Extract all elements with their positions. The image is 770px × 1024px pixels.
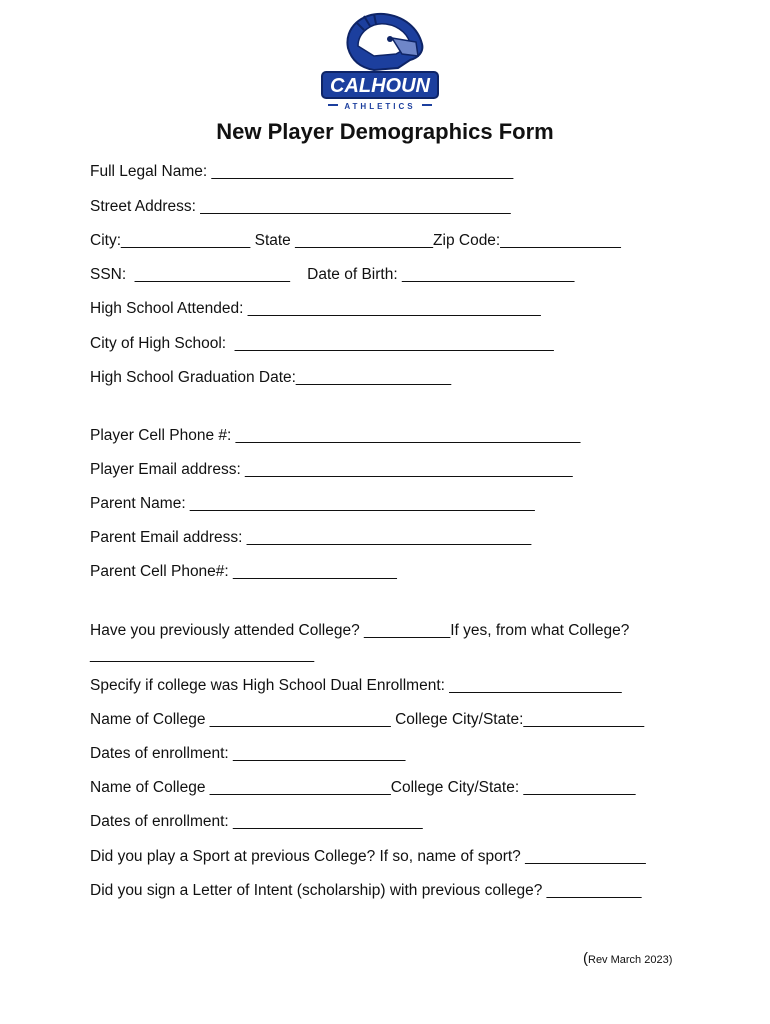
dates-of-enrollment-field-1[interactable]: Dates of enrollment: ____________________ (90, 745, 406, 762)
page-title: New Player Demographics Form (216, 119, 554, 144)
parent-name-field[interactable]: Parent Name: ________________________________________ (90, 495, 535, 512)
player-cell-phone-field[interactable]: Player Cell Phone #: ________________________________________ (90, 427, 581, 444)
dual-enrollment-field[interactable]: Specify if college was High School Dual Enrollment: ____________________ (90, 677, 622, 694)
street-address-field[interactable]: Street Address: ____________________________________ (90, 198, 511, 215)
player-email-field[interactable]: Player Email address: ______________________________________ (90, 461, 573, 478)
letter-of-intent-field[interactable]: Did you sign a Letter of Intent (scholarship) with previous college? ___________ (90, 882, 642, 899)
revision-text: Rev March 2023) (588, 954, 673, 966)
logo-wordmark: CALHOUN (330, 75, 430, 97)
dates-of-enrollment-field-2[interactable]: Dates of enrollment: ______________________ (90, 813, 423, 830)
previous-college-question[interactable]: Have you previously attended College? __________If yes, from what College? (90, 622, 630, 639)
parent-email-field[interactable]: Parent Email address: _________________________________ (90, 529, 532, 546)
logo-subtext: ATHLETICS (344, 102, 416, 111)
ssn-dob-field[interactable]: SSN: __________________ Date of Birth: ____________________ (90, 266, 575, 283)
city-of-high-school-field[interactable]: City of High School: _____________________________________ (90, 335, 554, 352)
city-state-zip-field[interactable]: City:_______________ State ________________Zip Code:______________ (90, 232, 621, 249)
eagle-mascot-icon (318, 8, 442, 112)
college-name-city-field-1[interactable]: Name of College _____________________ College City/State:______________ (90, 711, 645, 728)
full-legal-name-field[interactable]: Full Legal Name: ___________________________________ (90, 163, 514, 180)
calhoun-athletics-logo (318, 8, 442, 112)
high-school-attended-field[interactable]: High School Attended: __________________________________ (90, 300, 541, 317)
sport-previous-college-field[interactable]: Did you play a Sport at previous College? If so, name of sport? ______________ (90, 848, 646, 865)
revision-open-paren: ( (583, 950, 588, 967)
parent-cell-phone-field[interactable]: Parent Cell Phone#: ___________________ (90, 563, 397, 580)
revision-note (583, 950, 672, 967)
hs-graduation-date-field[interactable]: High School Graduation Date:__________________ (90, 369, 452, 386)
college-name-city-field-2[interactable]: Name of College _____________________College City/State: _____________ (90, 779, 636, 796)
previous-college-name-field[interactable]: __________________________ (90, 646, 315, 663)
